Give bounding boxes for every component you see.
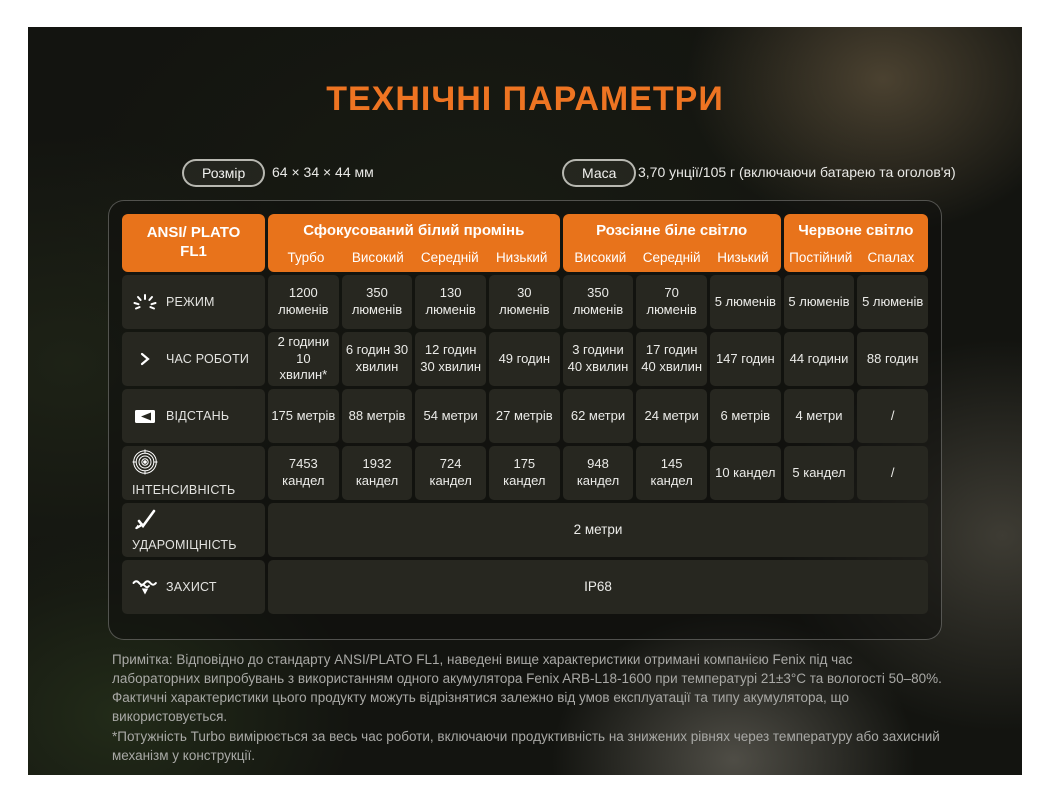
spec-cell: 24 метри [636,389,707,443]
row-label-text: ІНТЕНСИВНІСТЬ [132,483,236,497]
spec-cell: 5 люменів [784,275,855,329]
spec-cell: 175 метрів [268,389,339,443]
row-label-mode [122,275,265,329]
chevron-right-icon [132,352,158,366]
table-corner-header [122,214,265,272]
spec-cell-merged: 2 метри [268,503,928,557]
spec-cell: 350 люменів [342,275,413,329]
spec-cell: 1200 люменів [268,275,339,329]
spec-cell-merged: IP68 [268,560,928,614]
row-label-impact-resistance [122,503,265,557]
spec-cell: 1932 кандел [342,446,413,500]
sunburst-icon [132,293,158,311]
spec-cell: 17 годин 40 хвилин [636,332,707,386]
column-group-red-light [784,214,928,272]
row-label-text: ВІДСТАНЬ [166,409,230,423]
spec-cell: 12 годин 30 хвилин [415,332,486,386]
footnote-paragraph-1: Примітка: Відповідно до стандарту ANSI/PLATO FL1, наведені вище характеристики отримані компанією Fenix під час лабораторних випробувань з використанням одного акумулятора Fenix ARB-L18-1600 при температурі 21±3°C та вологості 50–80%. Фактичні характеристики цього продукту можуть відрізнятися залежно від умов експлуатації та типу акумулятора, що використовується. [112,652,942,725]
spec-cell: 27 метрів [489,389,560,443]
group-title: Сфокусований білий промінь [303,222,525,239]
spec-cell: 10 кандел [710,446,781,500]
beam-distance-icon [132,408,158,424]
row-label-intensity [122,446,265,500]
spec-table [122,214,928,614]
footnote [112,650,942,765]
group-title: Розсіяне біле світло [596,222,748,239]
impact-check-icon [132,508,158,530]
spec-cell: 49 годин [489,332,560,386]
page-title: ТЕХНІЧНІ ПАРАМЕТРИ [326,80,724,118]
column-header: Низький [717,250,769,265]
spec-cell: / [857,389,928,443]
spec-cell: / [857,446,928,500]
column-header: Високий [351,250,404,265]
spec-cell: 5 кандел [784,446,855,500]
group-subcolumns [270,250,558,265]
spec-cell: 88 метрів [342,389,413,443]
spec-cell: 2 години 10 хвилин* [268,332,339,386]
spec-cell: 4 метри [784,389,855,443]
column-header: Середній [642,250,701,265]
spec-cell: 88 годин [857,332,928,386]
spec-cell: 44 години [784,332,855,386]
spec-cell: 350 люменів [563,275,634,329]
water-protection-icon [132,579,158,595]
spec-cell: 5 люменів [857,275,928,329]
size-pill: Розмір [182,159,265,187]
spec-cell: 3 години 40 хвилин [563,332,634,386]
mass-value: 3,70 унції/105 г (включаючи батарею та оголов'я) [638,164,956,180]
mass-pill: Маса [562,159,636,187]
row-label-runtime [122,332,265,386]
column-header: Турбо [287,250,325,265]
row-label-distance [122,389,265,443]
spec-cell: 6 годин 30 хвилин [342,332,413,386]
spec-cell: 5 люменів [710,275,781,329]
spec-cell: 54 метри [415,389,486,443]
spec-cell: 7453 кандел [268,446,339,500]
spec-cell: 724 кандел [415,446,486,500]
spec-cell: 30 люменів [489,275,560,329]
column-header: Низький [495,250,548,265]
footnote-paragraph-2: *Потужність Turbo вимірюється за весь час роботи, включаючи продуктивність на знижених рівнях через температуру або захисний механізм у конструкції. [112,728,940,763]
spec-cell: 147 годин [710,332,781,386]
spec-table-card [108,200,942,640]
spec-cell: 948 кандел [563,446,634,500]
spec-cell: 145 кандел [636,446,707,500]
size-value: 64 × 34 × 44 мм [272,164,374,180]
row-label-text: ЗАХИСТ [166,580,217,594]
corner-line1: ANSI/ PLATO [146,224,241,242]
column-header: Високий [574,250,627,265]
spec-cell: 70 люменів [636,275,707,329]
row-label-text: УДАРОМІЦНІСТЬ [132,538,237,552]
column-header: Постійний [789,250,853,265]
column-group-diffused-white-light [563,214,781,272]
column-header: Середній [420,250,479,265]
row-label-text: ЧАС РОБОТИ [166,352,250,366]
corner-line2: FL1 [180,243,207,260]
spec-cell: 6 метрів [710,389,781,443]
column-group-focused-white-beam [268,214,560,272]
spec-cell: 130 люменів [415,275,486,329]
group-subcolumns [565,250,779,265]
target-intensity-icon [132,449,158,475]
row-label-text: РЕЖИМ [166,295,215,309]
column-header: Спалах [867,250,915,265]
spec-cell: 175 кандел [489,446,560,500]
spec-cell: 62 метри [563,389,634,443]
group-title: Червоне світло [798,222,914,239]
group-subcolumns [786,250,926,265]
row-label-protection [122,560,265,614]
